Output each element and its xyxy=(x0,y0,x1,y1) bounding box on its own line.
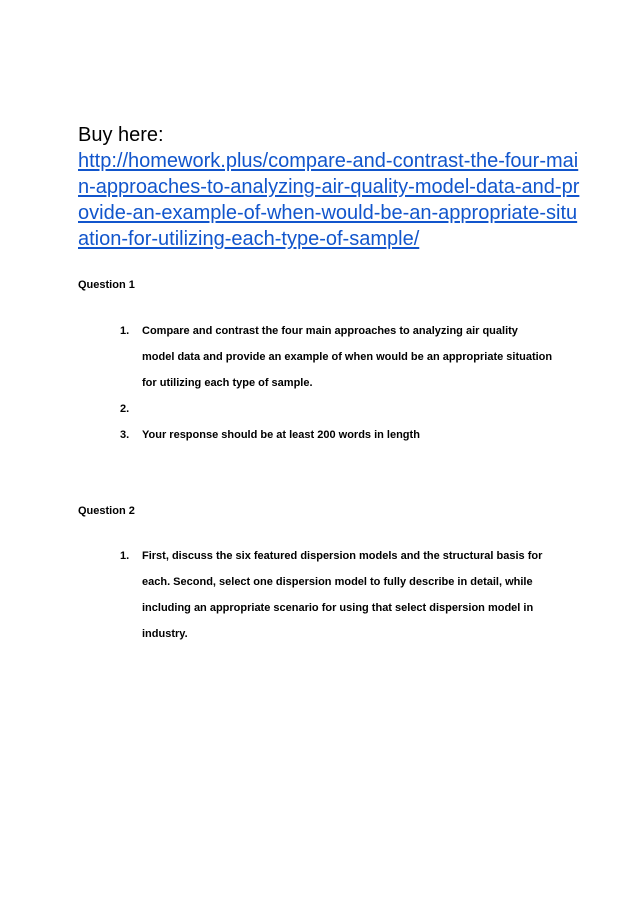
list-item-text: Your response should be at least 200 words in length xyxy=(142,429,420,441)
list-item xyxy=(120,318,570,396)
list-item-number: 1. xyxy=(120,325,130,337)
product-link[interactable] xyxy=(78,148,578,252)
product-link-line[interactable]: ation-for-utilizing-each-type-of-sample/ xyxy=(78,228,420,250)
list-item xyxy=(120,422,570,448)
product-link-line[interactable]: n-approaches-to-analyzing-air-quality-model-data-and-pr xyxy=(78,176,580,198)
product-link-line[interactable]: ovide-an-example-of-when-would-be-an-appropriate-situ xyxy=(78,202,578,224)
question-2-list xyxy=(120,543,570,647)
list-item-number: 2. xyxy=(120,403,130,415)
product-link-line[interactable]: http://homework.plus/compare-and-contrast-the-four-mai xyxy=(78,150,579,172)
list-item-text: First, discuss the six featured dispersion models and the structural basis for each. Second, select one dispersion model to fully describe in detail, while including an appropriate scenario for using that select dispersion model in industry. xyxy=(142,550,543,640)
list-item-text: Compare and contrast the four main approaches to analyzing air quality model data and provide an example of when would be an appropriate situation for utilizing each type of sample. xyxy=(142,325,553,389)
list-item xyxy=(120,396,570,422)
question-1-list xyxy=(120,318,570,448)
list-item-number: 3. xyxy=(120,429,130,441)
list-item xyxy=(120,543,570,647)
question-1-heading: Question 1 xyxy=(78,279,135,291)
question-2-heading: Question 2 xyxy=(78,505,135,517)
buy-here-label: Buy here: xyxy=(78,124,164,146)
list-item-number: 1. xyxy=(120,550,130,562)
list-item-text xyxy=(142,396,570,422)
